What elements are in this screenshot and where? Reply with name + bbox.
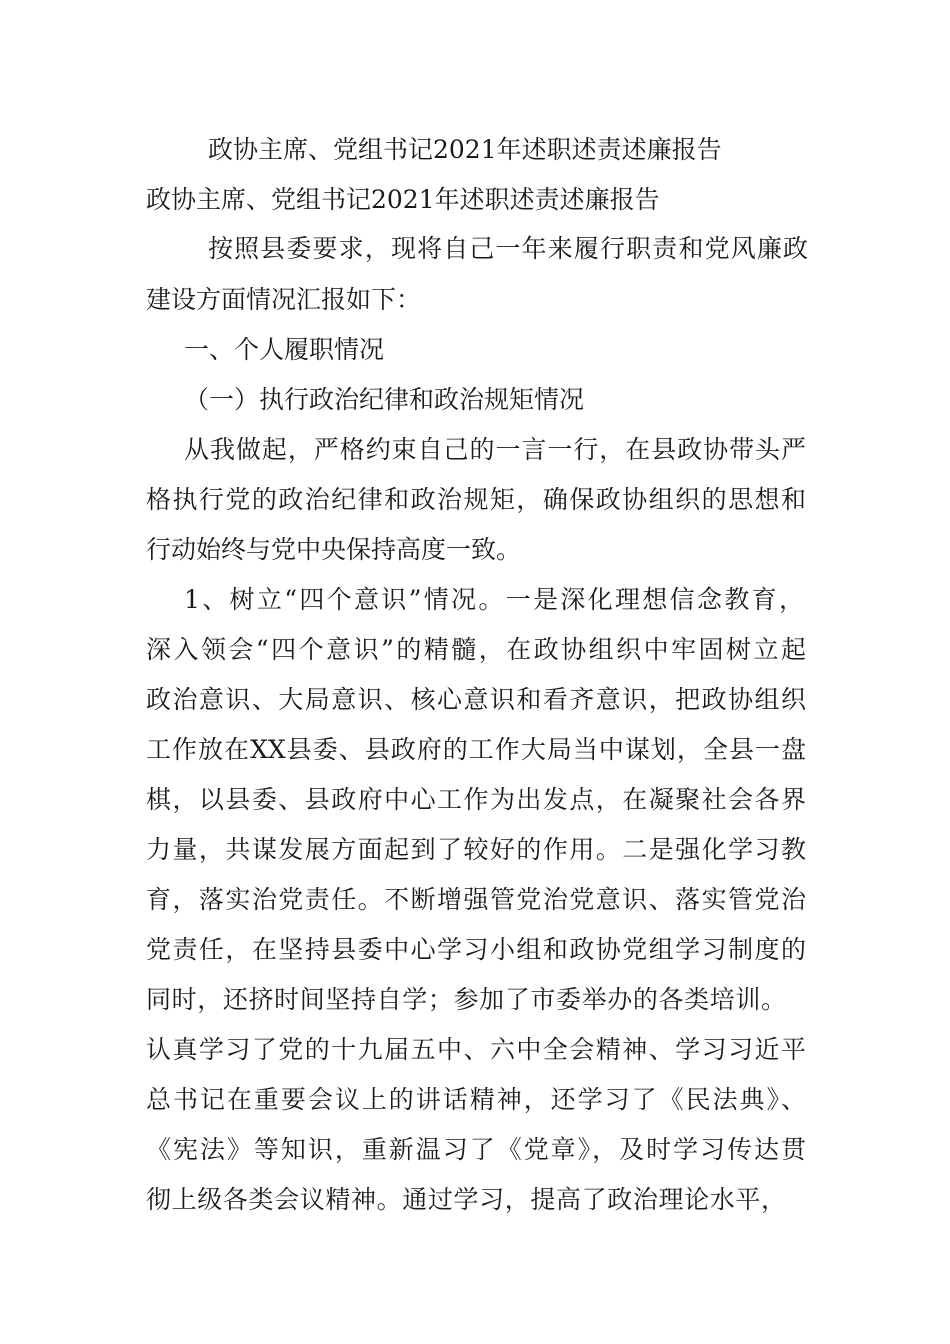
paragraph-line: 政治意识、大局意识、核心意识和看齐意识，把政协组织: [146, 685, 806, 714]
paragraph-line: 行动始终与党中央保持高度一致。: [146, 535, 522, 564]
paragraph-line: 同时，还挤时间坚持自学；参加了市委举办的各类培训。: [146, 985, 786, 1014]
paragraph-line: 力量，共谋发展方面起到了较好的作用。二是强化学习教: [146, 835, 806, 864]
paragraph-line: 格执行党的政治纪律和政治规矩，确保政协组织的思想和: [146, 485, 806, 514]
paragraph-line: 党责任，在坚持县委中心学习小组和政协党组学习制度的: [146, 935, 806, 964]
paragraph-line: 认真学习了党的十九届五中、六中全会精神、学习习近平: [146, 1035, 806, 1064]
subsection-heading: （一）执行政治纪律和政治规矩情况: [184, 385, 585, 414]
paragraph-line: 育，落实治党责任。不断增强管党治党意识、落实管党治: [146, 885, 806, 914]
section-heading: 一、个人履职情况: [184, 335, 385, 364]
paragraph-line: 彻上级各类会议精神。通过学习，提高了政治理论水平，: [146, 1185, 786, 1214]
document-title: 政协主席、党组书记2021年述职述责述廉报告: [208, 135, 722, 164]
paragraph-line: 棋，以县委、县政府中心工作为出发点，在凝聚社会各界: [146, 785, 806, 814]
paragraph-line: 从我做起，严格约束自己的一言一行，在县政协带头严: [184, 435, 806, 464]
document-subtitle: 政协主席、党组书记2021年述职述责述廉报告: [146, 185, 660, 214]
paragraph-line: 建设方面情况汇报如下：: [146, 285, 422, 314]
paragraph-line: 深入领会“四个意识”的精髓，在政协组织中牢固树立起: [146, 635, 806, 664]
paragraph-line: 工作放在XX县委、县政府的工作大局当中谋划，全县一盘: [146, 735, 806, 764]
paragraph-line: 《宪法》等知识，重新温习了《党章》，及时学习传达贯: [146, 1135, 806, 1164]
paragraph-line: 总书记在重要会议上的讲话精神，还学习了《民法典》、: [146, 1085, 806, 1114]
paragraph-line: 按照县委要求，现将自己一年来履行职责和党风廉政: [208, 234, 808, 263]
paragraph-line: 1、树立“四个意识”情况。一是深化理想信念教育，: [184, 585, 804, 614]
